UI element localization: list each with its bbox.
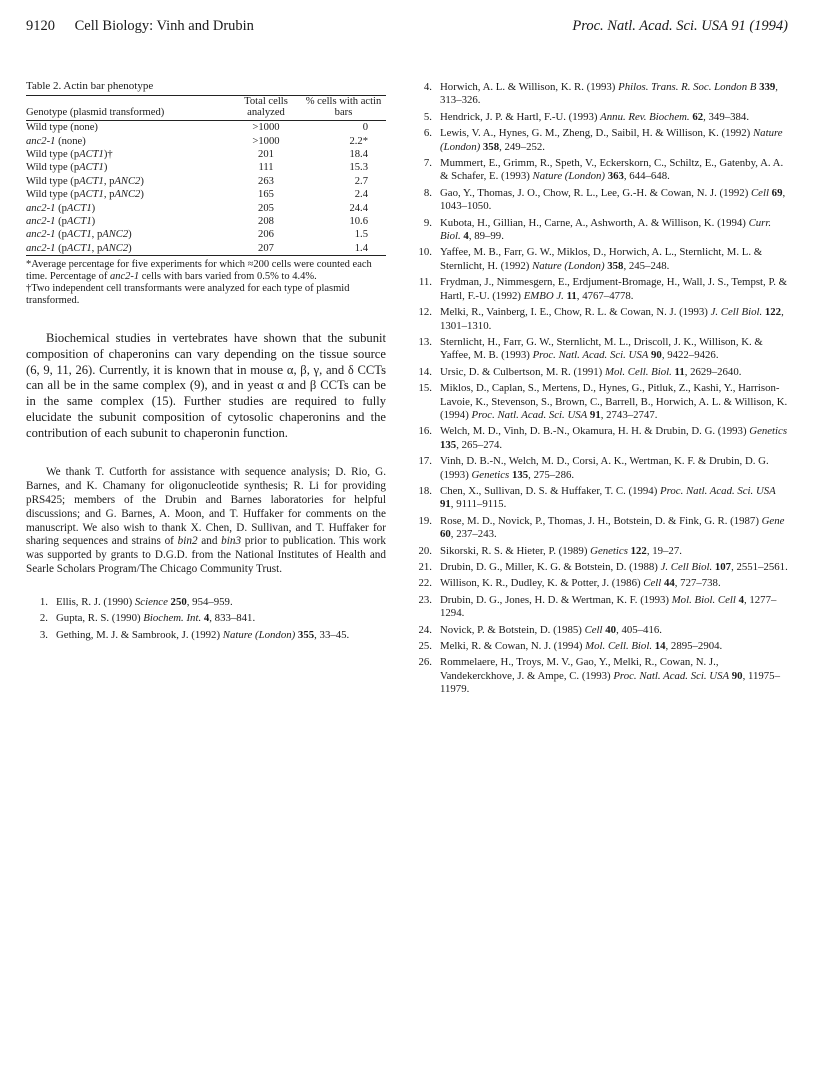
reference-item — [410, 306, 790, 333]
reference-number: 4. — [423, 81, 432, 93]
reference-journal: Mol. Cell. Biol. — [585, 640, 653, 653]
reference-pages: , 405–416. — [616, 623, 662, 636]
reference-authors: Melki, R. & Cowan, N. J. (1994) — [440, 640, 586, 653]
reference-volume: 107 — [712, 561, 732, 573]
reference-item — [410, 577, 790, 590]
reference-number: 22. — [418, 577, 432, 590]
genotype-cell: Wild type (pACT1, pANC2) — [26, 189, 144, 201]
reference-journal: Genetics — [471, 468, 510, 481]
reference-authors: Lewis, V. A., Hynes, G. M., Zheng, D., Saibil, H. & Willison, K. (1992) — [440, 127, 753, 140]
reference-item — [410, 624, 790, 637]
reference-journal: Proc. Natl. Acad. Sci. USA — [532, 349, 649, 362]
table-row — [26, 228, 386, 241]
reference-journal: Genetics — [590, 544, 628, 557]
reference-number: 8. — [423, 186, 432, 199]
reference-item — [410, 594, 790, 621]
reference-item — [410, 111, 790, 124]
percent-cell: 10.6 — [349, 215, 368, 227]
reference-number: 16. — [418, 425, 432, 438]
genotype-cell: anc2-1 (none) — [26, 135, 86, 147]
reference-volume: 250 — [167, 595, 187, 608]
reference-authors: Melki, R., Vainberg, I. E., Chow, R. L. & Cowan, N. J. (1993) — [440, 306, 711, 319]
reference-authors: Miklos, D., Caplan, S., Mertens, D., Hynes, G., Pitluk, Z., Kashi, Y., Harrison-Lavoie, K., Stevenson, S., Brown, C., Barrell, B., Horwich, A. L. & Willison, K. (1994) — [440, 382, 788, 421]
running-title: Cell Biology: Vinh and Drubin — [74, 18, 254, 34]
reference-authors: Gao, Y., Thomas, J. O., Chow, R. L., Lee, G.-H. & Cowan, N. J. (1992) — [440, 186, 751, 199]
reference-volume: 60 — [440, 528, 451, 541]
total-cells-cell: 207 — [258, 242, 274, 254]
reference-number: 9. — [423, 216, 432, 229]
reference-authors: Hendrick, J. P. & Hartl, F.-U. (1993) — [440, 110, 601, 123]
reference-volume: 122 — [762, 306, 782, 319]
total-cells-cell: 165 — [258, 189, 274, 201]
reference-number: 2. — [39, 612, 48, 625]
column-header-total-cells: Total cells analyzed — [244, 96, 288, 118]
reference-pages: , 349–384. — [703, 110, 750, 123]
page-header — [26, 18, 788, 40]
reference-authors: Kubota, H., Gillian, H., Carne, A., Ashworth, A. & Willison, K. (1994) — [440, 216, 749, 229]
reference-volume: 62 — [689, 110, 704, 123]
reference-journal: Curr. Biol. — [440, 216, 772, 243]
total-cells-cell: 111 — [258, 162, 274, 174]
reference-authors: Novick, P. & Botstein, D. (1985) — [440, 623, 585, 636]
reference-pages: , 4767–4778. — [576, 289, 634, 302]
table-header-row — [26, 96, 386, 121]
total-cells-cell: 206 — [258, 229, 274, 241]
reference-item — [410, 485, 790, 512]
reference-pages: , 249–252. — [499, 140, 545, 153]
reference-volume: 90 — [648, 349, 662, 362]
genotype-cell: Wild type (pACT1) — [26, 162, 108, 174]
reference-volume: 44 — [661, 577, 675, 590]
reference-pages: , 265–274. — [456, 438, 503, 451]
reference-authors: Vinh, D. B.-N., Welch, M. D., Corsi, A. K., Wertman, K. F. & Drubin, D. G. (1993) — [440, 455, 769, 481]
reference-pages: , 237–243. — [450, 528, 497, 541]
reference-number: 13. — [418, 335, 432, 348]
actin-bar-table — [26, 95, 386, 256]
percent-cell: 18.4 — [349, 148, 368, 160]
genotype-cell: Wild type (none) — [26, 122, 98, 134]
reference-number: 6. — [423, 127, 432, 140]
reference-pages: , 313–326. — [440, 81, 778, 107]
reference-number: 5. — [423, 110, 432, 123]
reference-pages: , 245–248. — [623, 259, 670, 272]
reference-volume: 355 — [295, 628, 315, 641]
reference-item — [410, 366, 790, 379]
reference-journal: J. Cell Biol. — [660, 561, 713, 573]
table-row — [26, 188, 386, 201]
reference-item — [410, 561, 790, 574]
reference-number: 24. — [418, 623, 432, 636]
table-title: Table 2. Actin bar phenotype — [26, 80, 154, 92]
reference-authors: Gupta, R. S. (1990) — [56, 612, 144, 625]
reference-pages: , 2895–2904. — [665, 640, 723, 653]
reference-journal: Cell — [750, 186, 769, 199]
table-footnote: †Two independent cell transformants were analyzed for each type of plasmid transformed. — [26, 282, 350, 306]
reference-volume: 14 — [652, 640, 666, 653]
right-column — [410, 81, 790, 700]
reference-journal: Science — [134, 595, 168, 608]
reference-authors: Sternlicht, H., Farr, G. W., Sternlicht, M. L., Driscoll, J. K., Willison, K. & Yaffee, M. B. (1993) — [440, 335, 763, 362]
percent-cell: 2.4 — [354, 189, 368, 201]
page-number: 9120 — [26, 18, 55, 34]
reference-authors: Yaffee, M. B., Farr, G. W., Miklos, D., Horwich, A. L., Sternlicht, M. L. & Sternlicht, H. (1992) — [440, 246, 763, 272]
reference-authors: Chen, X., Sullivan, D. S. & Huffaker, T. C. (1994) — [440, 484, 660, 497]
percent-cell: 24.4 — [349, 202, 368, 214]
reference-item — [410, 545, 790, 558]
genotype-cell: anc2-1 (pACT1) — [26, 215, 96, 227]
reference-journal: Nature (London) — [532, 259, 605, 272]
reference-number: 10. — [418, 246, 432, 259]
reference-item — [26, 629, 386, 642]
reference-journal: Nature (London) — [222, 628, 296, 641]
table-row — [26, 215, 386, 228]
reference-pages: , 1043–1050. — [440, 186, 786, 213]
total-cells-cell: 263 — [258, 175, 274, 187]
table-footnote: *Average percentage for five experiments for which ≈200 cells were counted each time. Percentage of anc2-1 cells with bars varied from 0.5% to 4.4%. — [26, 258, 372, 282]
reference-journal: Annu. Rev. Biochem. — [600, 110, 690, 123]
reference-authors: Gething, M. J. & Sambrook, J. (1992) — [56, 628, 223, 641]
percent-cell: 1.4 — [354, 242, 368, 254]
reference-pages: , 644–648. — [623, 170, 670, 183]
reference-volume: 4 — [735, 593, 744, 606]
reference-authors: Rose, M. D., Novick, P., Thomas, J. H., Botstein, D. & Fink, G. R. (1987) — [440, 514, 762, 527]
reference-pages: , 1301–1310. — [440, 306, 784, 332]
reference-pages: , 19–27. — [646, 544, 682, 557]
reference-pages: , 2551–2561. — [731, 561, 788, 573]
reference-volume: 91 — [440, 498, 451, 511]
reference-item — [410, 336, 790, 363]
reference-volume: 69 — [768, 186, 783, 199]
reference-number: 19. — [418, 514, 432, 527]
left-column — [26, 80, 386, 645]
reference-list-right — [410, 81, 790, 697]
reference-number: 25. — [418, 640, 432, 653]
genotype-cell: anc2-1 (pACT1, pANC2) — [26, 242, 132, 254]
percent-cell: 15.3 — [349, 162, 368, 174]
table-row — [26, 148, 386, 161]
table-footnotes — [26, 259, 386, 307]
table-row — [26, 134, 386, 147]
reference-authors: Willison, K. R., Dudley, K. & Potter, J. (1986) — [440, 577, 644, 590]
reference-volume: 11 — [563, 289, 577, 302]
reference-pages: , 275–286. — [528, 468, 575, 481]
reference-item — [410, 425, 790, 452]
header-left — [26, 18, 254, 35]
reference-journal: Biochem. Int. — [143, 612, 202, 625]
genotype-cell: anc2-1 (pACT1) — [26, 202, 96, 214]
genotype-cell: anc2-1 (pACT1, pANC2) — [26, 229, 132, 241]
reference-number: 11. — [418, 276, 432, 289]
reference-item — [410, 382, 790, 422]
reference-item — [410, 157, 790, 184]
reference-pages: , 833–841. — [209, 612, 256, 625]
reference-journal: Mol. Cell. Biol. — [604, 365, 672, 378]
reference-number: 26. — [418, 656, 432, 669]
reference-item — [410, 640, 790, 653]
reference-volume: 339 — [756, 81, 776, 93]
reference-volume: 122 — [627, 544, 647, 557]
reference-pages: , 2629–2640. — [684, 365, 742, 378]
reference-item — [410, 455, 790, 482]
reference-number: 21. — [418, 561, 432, 573]
reference-volume: 4 — [201, 612, 210, 625]
reference-volume: 11 — [671, 365, 685, 378]
reference-authors: Frydman, J., Nimmesgern, E., Erdjument-Bromage, H., Wall, J. S., Tempst, P. & Hartl, F.-U. (1992) — [440, 276, 788, 302]
journal-citation: Proc. Natl. Acad. Sci. USA 91 (1994) — [572, 18, 788, 34]
table-row — [26, 201, 386, 214]
reference-item — [410, 217, 790, 244]
reference-journal: Proc. Natl. Acad. Sci. USA — [613, 669, 730, 682]
reference-pages: , 9422–9426. — [661, 349, 719, 362]
reference-volume: 358 — [604, 259, 624, 272]
reference-item — [410, 246, 790, 273]
reference-item — [26, 612, 386, 625]
reference-item — [410, 515, 790, 542]
reference-authors: Welch, M. D., Vinh, D. B.-N., Okamura, H. H. & Drubin, D. G. (1993) — [440, 425, 750, 438]
reference-number: 3. — [39, 628, 48, 641]
reference-volume: 4 — [460, 230, 469, 243]
reference-number: 15. — [418, 382, 432, 395]
reference-journal: J. Cell Biol. — [710, 306, 763, 319]
reference-pages: , 11975–11979. — [440, 669, 780, 696]
reference-pages: , 727–738. — [674, 577, 721, 590]
reference-journal: Genetics — [749, 425, 788, 438]
reference-item — [410, 127, 790, 154]
reference-authors: Sikorski, R. S. & Hieter, P. (1989) — [440, 544, 591, 557]
reference-item — [410, 81, 790, 108]
reference-number: 14. — [418, 365, 432, 378]
total-cells-cell: >1000 — [252, 135, 280, 147]
reference-volume: 358 — [480, 140, 500, 153]
reference-journal: Proc. Natl. Acad. Sci. USA — [471, 408, 588, 421]
reference-number: 7. — [423, 157, 432, 170]
percent-cell: 0 — [362, 122, 368, 134]
reference-volume: 135 — [440, 438, 457, 451]
genotype-cell: Wild type (pACT1, pANC2) — [26, 175, 144, 187]
column-header-genotype: Genotype (plasmid transformed) — [26, 107, 165, 118]
reference-number: 1. — [39, 595, 48, 608]
reference-authors: Drubin, D. G., Jones, H. D. & Wertman, K. F. (1993) — [440, 593, 672, 606]
reference-list-left — [26, 596, 386, 642]
reference-item — [410, 276, 790, 303]
reference-authors: Mummert, E., Grimm, R., Speth, V., Eckerskorn, C., Schiltz, E., Gatenby, A. A. & Schafer, E. (1993) — [440, 157, 784, 183]
reference-authors: Ellis, R. J. (1990) — [56, 595, 135, 608]
acknowledgment: We thank T. Cutforth for assistance with sequence analysis; D. Rio, G. Barnes, and K. Chamany for oligonucleotide synthesis; R. Li for providing pRS425; members of the Drubin and Barnes laboratories for helpful discussions; and G. Barnes, A. Moon, and T. Huffaker for comments on the manuscript. We also wish to thank X. Chen, D. Sullivan, and T. Huffaker for sharing sequences and strains of bin2 and bin3 prior to publication. This work was supported by grants to D.G.D. from the National Institutes of Health and Searle Scholars Program/The Chicago Community Trust. — [26, 466, 386, 576]
reference-journal: Cell — [643, 577, 662, 590]
reference-pages: , 2743–2747. — [600, 408, 658, 421]
reference-item — [410, 187, 790, 214]
total-cells-cell: 205 — [258, 202, 274, 214]
total-cells-cell: 208 — [258, 215, 274, 227]
reference-journal: EMBO J. — [523, 289, 564, 302]
reference-item — [26, 596, 386, 609]
reference-number: 18. — [418, 484, 432, 497]
reference-volume: 91 — [587, 408, 601, 421]
reference-pages: , 89–99. — [468, 230, 504, 243]
percent-cell: 2.7 — [354, 175, 368, 187]
reference-authors: Ursic, D. & Culbertson, M. R. (1991) — [440, 365, 605, 378]
reference-pages: , 1277–1294. — [440, 593, 777, 620]
reference-number: 12. — [418, 306, 432, 319]
reference-volume: 40 — [602, 623, 617, 636]
table-row — [26, 175, 386, 188]
table-row — [26, 242, 386, 256]
reference-item — [410, 656, 790, 696]
total-cells-cell: >1000 — [252, 122, 280, 134]
reference-journal: Nature (London) — [440, 127, 783, 153]
reference-number: 17. — [418, 455, 432, 468]
reference-number: 23. — [418, 593, 432, 606]
reference-pages: , 954–959. — [186, 595, 233, 608]
total-cells-cell: 201 — [258, 148, 274, 160]
reference-number: 20. — [418, 544, 432, 557]
reference-volume: 90 — [729, 669, 743, 682]
reference-journal: Nature (London) — [532, 170, 605, 183]
reference-journal: Cell — [584, 623, 603, 636]
reference-pages: , 9111–9115. — [450, 498, 507, 511]
reference-authors: Drubin, D. G., Miller, K. G. & Botstein, D. (1988) — [440, 561, 661, 573]
reference-authors: Horwich, A. L. & Willison, K. R. (1993) — [440, 81, 619, 93]
table-row — [26, 121, 386, 135]
reference-authors: Rommelaere, H., Troys, M. V., Gao, Y., Melki, R., Cowan, N. J., Vandekerckhove, J. & Ampe, C. (1993) — [440, 656, 719, 682]
percent-cell: 1.5 — [354, 229, 368, 241]
column-header-percent-bars: % cells with actin bars — [305, 96, 382, 118]
reference-journal: Mol. Biol. Cell — [671, 593, 736, 606]
reference-pages: , 33–45. — [314, 628, 350, 641]
reference-journal: Philos. Trans. R. Soc. London B — [618, 81, 757, 93]
table-row — [26, 161, 386, 174]
body-paragraph: Biochemical studies in vertebrates have shown that the subunit composition of chaperonins can vary depending on the tissue source (6, 9, 11, 26). Currently, it is known that in mouse α, β, γ, and δ CCTs can all be in the same complex (9), and in yeast α and β CCTs can be in the same complex (15). Further studies are required to fully elucidate the subunit composition of cytosolic chaperonins and the contribution of each subunit to chaperonin function. — [26, 330, 386, 440]
genotype-cell: Wild type (pACT1)† — [26, 148, 113, 160]
reference-journal: Gene — [761, 514, 785, 527]
reference-volume: 363 — [605, 170, 624, 183]
percent-cell: 2.2* — [349, 135, 368, 147]
reference-volume: 135 — [509, 468, 529, 481]
reference-journal: Proc. Natl. Acad. Sci. USA — [660, 484, 776, 497]
